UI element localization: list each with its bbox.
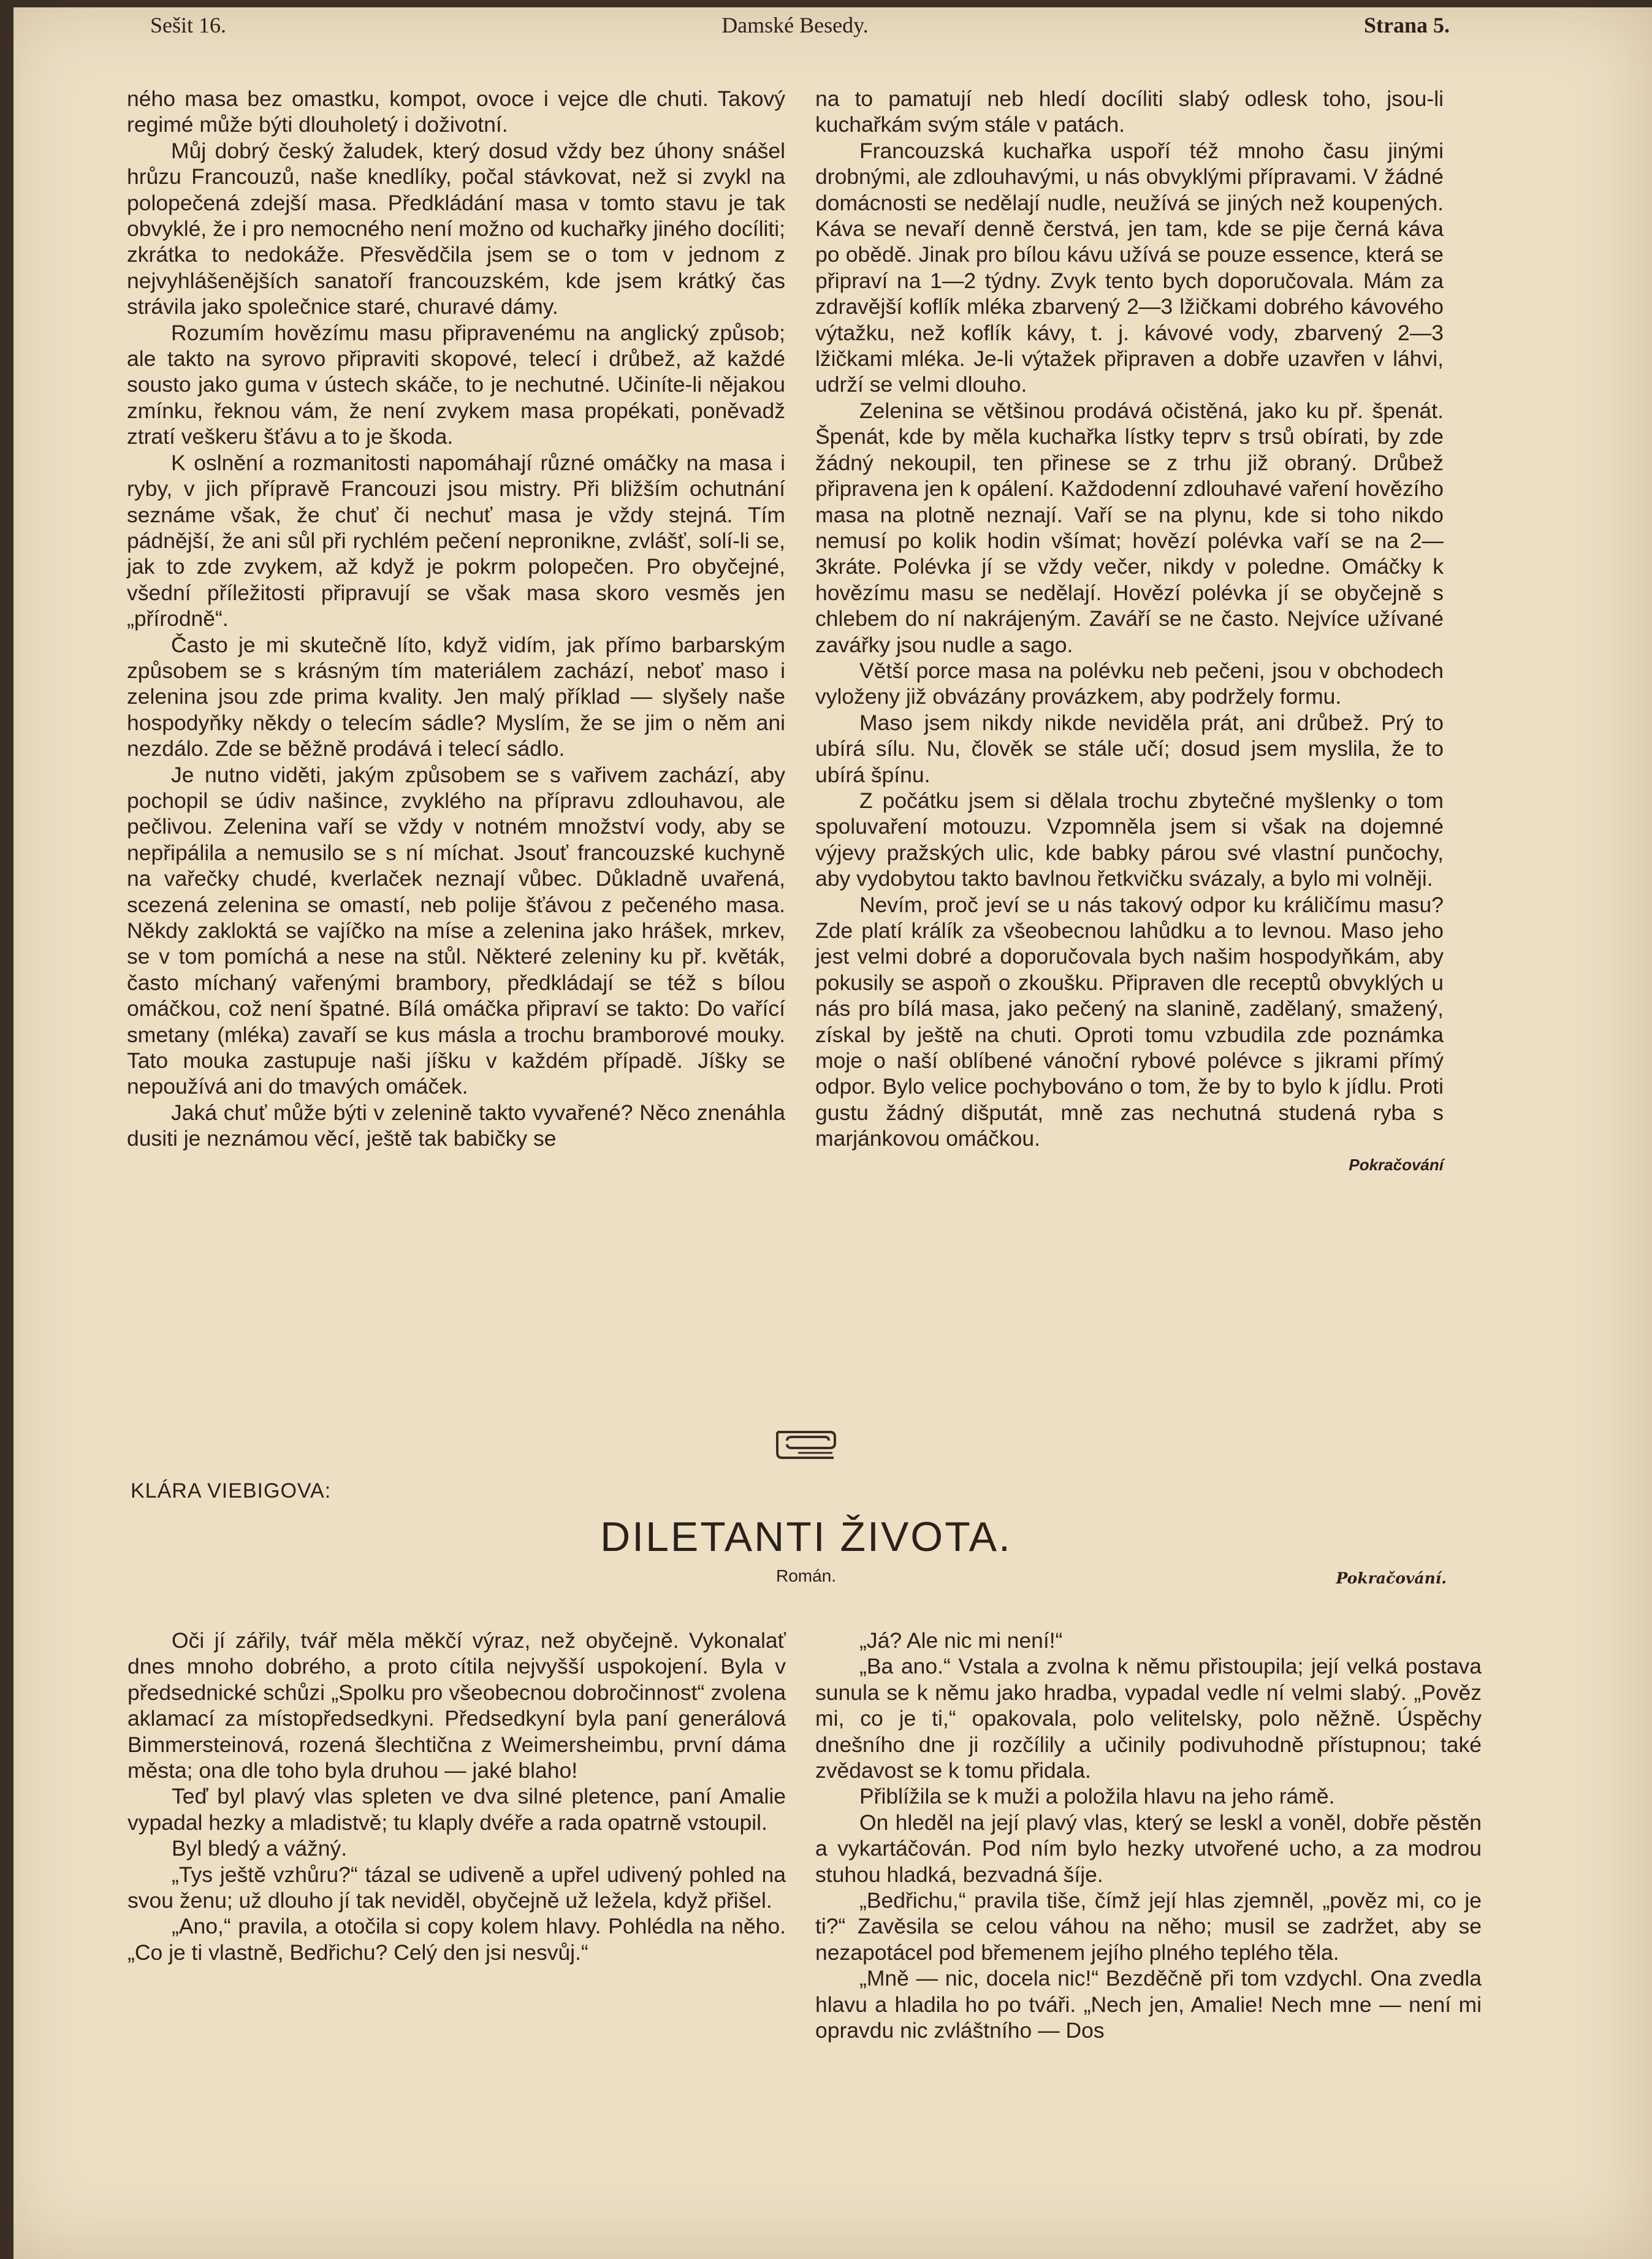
page-binding-edge: [0, 0, 13, 2259]
author-byline: KLÁRA VIEBIGOVA:: [131, 1479, 332, 1503]
article2-left-column: [128, 1628, 786, 1965]
article1-right-paragraph: Z počátku jsem si dělala trochu zbytečné myšlenky o tom spoluvaření motouzu. Vzpomněla jsem si však na dojemné výjevy pražských ulic, kde babky párou své vlastní punčochy, aby vydobytou takto bavlnou řetkvičku svázaly, a bylo mi volněji.: [815, 788, 1444, 891]
article1-continued-label: Pokračování: [1349, 1155, 1444, 1174]
article1-left-paragraph: Můj dobrý český žaludek, který dosud vždy bez úhony snášel hrůzu Francouzů, naše knedlíky, počal stávkovat, než si zvykl na polopečená zdejší masa. Předkládání masa v tomto stavu je tak obvyklé, že i pro nemocného není možno od kuchařky jiného docíliti; zkrátka to nedokáže. Přesvědčila jsem se o tom v jednom z nejvyhlášenějších sanatoří francouzském, kde jsem krátký čas strávila jako společnice staré, churavé dámy.: [127, 138, 785, 319]
article2-continued-label: Pokračování.: [1336, 1569, 1447, 1587]
article1-left-column: [127, 86, 785, 1152]
magazine-title: Damské Besedy.: [721, 13, 869, 37]
article1-left-paragraph: Je nutno viděti, jakým způsobem se s vařivem zachází, aby pochopil se údiv našince, zvyklého na přípravu zdlouhavou, ale pečlivou. Zelenina vaří se vždy v notném množství vody, aby se nepřipálila a nemusilo se s ní míchat. Jsouť francouzské kuchyně na vařečky chudé, kverlaček neznají vůbec. Důkladně uvařená, scezená zelenina se omastí, neb polije šťávou z pečeného masa. Někdy zakloktá se vajíčko na míse a zelenina jako hrášek, mrkev, se v tom pomíchá a nese na stůl. Některé zeleniny ku př. květák, často míchaný vařenými brambory, předkládají se též s bílou omáčkou, což není špatné. Bílá omáčka připraví se takto: Do vařící smetany (mléka) zavaří se kus másla a trochu bramborové mouky. Tato mouka zastupuje naši jíšku v každém případě. Jíšky se nepoužívá ani do tmavých omáček.: [127, 762, 785, 1099]
article2-left-paragraph: Oči jí zářily, tvář měla měkčí výraz, než obyčejně. Vykonalať dnes mnoho dobrého, a proto cítila nejvyšší uspokojení. Byla v předsednické schůzi „Spolku pro všeobecnou dobročinnost“ zvolena aklamací za místopředsedkyni. Předsedkyní byla paní generálová Bimmersteinová, rozená šlechtična z Weimersheimbu, první dáma města; ona dle toho byla druhou — jaké blaho!: [128, 1628, 786, 1783]
article1-left-paragraph: K oslnění a rozmanitosti napomáhají různé omáčky na masa i ryby, v jich přípravě Francouzi jsou mistry. Při bližším ochutnání seznáme však, že chuť či nechuť masa je vždy stejná. Tím pádnější, že ani sůl při rychlém pečení nepronikne, zvlášť, solí-li se, jak to zde zvykem, až když je pokrm polopečen. Pro obyčejné, všední příležitosti připravují se však masa skoro vesměs jen „přírodně“.: [127, 450, 785, 631]
novel-genre: Román.: [775, 1566, 837, 1585]
running-head: [150, 12, 1450, 43]
article2-left-paragraph: „Ano,“ pravila, a otočila si copy kolem hlavy. Pohlédla na něho. „Co je ti vlastně, Bedřichu? Celý den jsi nesvůj.“: [128, 1914, 786, 1965]
article1-right-paragraph: Větší porce masa na polévku neb pečeni, jsou v obchodech vyloženy již obvázány provázkem, aby podržely formu.: [815, 658, 1444, 709]
article1-right-paragraph: Nevím, proč jeví se u nás takový odpor ku králičímu masu? Zde platí králík za všeobecnou lahůdku a to levnou. Maso jeho jest velmi dobré a doporučovala bych našim hospodyňkám, aby pokusily se aspoň o zkoušku. Připraven dle receptů obvyklých u nás pro bílá masa, jako pečený na slanině, zadělaný, smažený, získal by ještě na chuti. Oproti tomu vzbudila zde poznámka moje o naší oblíbené vánoční rybové polévce s jikrami přímý odpor. Bylo velice pochybováno o tom, že by to bylo k jídlu. Proti gustu žádný dišputát, mně zas nechutná studená ryba s marjánkovou omáčkou.: [815, 892, 1444, 1151]
article2-left-paragraph: Teď byl plavý vlas spleten ve dva silné pletence, paní Amalie vypadal hezky a mladistvě; tu klaply dvéře a rada opatrně vstoupil.: [128, 1784, 786, 1835]
article1-right-column: [815, 86, 1444, 1178]
article2-left-paragraph: Byl bledý a vážný.: [172, 1836, 348, 1861]
article1-right-paragraph: Zelenina se většinou prodává očistěná, jako ku př. špenát. Špenát, kde by měla kuchařka lístky teprv s trsů obírati, by zde žádný nekoupil, ten přinese se z trhu již obraný. Drůbež připravena jen k opálení. Každodenní zdlouhavé vaření hovězího masa na plotně neznají. Vaří se na plynu, kde si toho nikdo nemusí po kolik hodin všímat; hovězí polévka vaří se na 2—3kráte. Polévka jí se vždy večer, nikdy v poledne. Omáčky k hovězímu masu se nedělají. Hovězí polévka jí se obyčejně s chlebem do ní nakrájeným. Zaváří se ne často. Nejvíce užívané zavářky jsou nudle a sago.: [815, 398, 1444, 657]
article2-left-paragraph: „Tys ještě vzhůru?“ tázal se udiveně a upřel udivený pohled na svou ženu; už dlouho jí tak neviděl, obyčejně už ležela, když přišel.: [128, 1862, 786, 1913]
article2-right-paragraph: „Bedřichu,“ pravila tiše, čímž její hlas zjemněl, „pověz mi, co je ti?“ Zavěsila se celou váhou na něho; musil se zadržet, aby se nezapotácel pod břemenem jejího plného teplého těla.: [815, 1888, 1482, 1965]
article2-right-paragraph: „Já? Ale nic mi není!“: [859, 1628, 1063, 1653]
article1-left-paragraph: ného masa bez omastku, kompot, ovoce i vejce dle chuti. Takový regimé může býti dlouholetý i doživotní.: [127, 86, 785, 137]
issue-number: Sešit 16.: [150, 13, 227, 37]
novel-title: DILETANTI ŽIVOTA.: [600, 1514, 1012, 1560]
article1-left-paragraph: Často je mi skutečně líto, když vidím, jak přímo barbarským způsobem se s krásným tím materiálem zachází, neboť maso i zelenina jsou zde prima kvality. Jen malý příklad — slyšely naše hospodyňky někdy o telecím sádle? Myslím, že se jim o něm ani nezdálo. Zde se běžně prodává i telecí sádlo.: [127, 632, 785, 761]
article1-left-paragraph: Jaká chuť může býti v zelenině takto vyvařené? Něco znenáhla dusiti je neznámou věcí, ještě tak babičky se: [127, 1100, 785, 1151]
article1-right-paragraph: Maso jsem nikdy nikde neviděla prát, ani drůbež. Prý to ubírá sílu. Nu, člověk se stále učí; dosud jsem myslila, že to ubírá špínu.: [815, 710, 1444, 787]
article2-right-column: [815, 1628, 1482, 2044]
article1-right-paragraph: na to pamatují neb hledí docíliti slabý odlesk toho, jsou-li kuchařkám svým stále v patách.: [815, 86, 1444, 137]
article2-right-paragraph: Přiblížila se k muži a položila hlavu na jeho rámě.: [859, 1784, 1335, 1809]
article1-right-paragraph: Francouzská kuchařka uspoří též mnoho času jinými drobnými, ale zdlouhavými, u nás obvyklými přípravami. V žádné domácnosti se nedělají nudle, neužívá se jiných než koupených. Káva se nevaří denně čerstvá, jen tam, kde se pije černá káva po obědě. Jinak pro bílou kávu užívá se pouze essence, která se připraví na 1—2 týdny. Zvyk tento bych doporučovala. Mám za zdravější koflík mléka zbarvený 2—3 lžičkami dobrého kávového výtažku, než koflík kávy, t. j. kávové vody, zbarvený 2—3 lžičkami mléka. Je-li výtažek připraven a dobře uzavřen v láhvi, udrží se velmi dlouho.: [815, 138, 1444, 397]
article2-right-paragraph: „Ba ano.“ Vstala a zvolna k němu přistoupila; její velká postava sunula se k němu jako hradba, vypadal vedle ní velmi slabý. „Pověz mi, co je ti,“ opakovala, polo velitelsky, polo něžně. Úspěchy dnešního dne ji rozčílily a učinily podivuhodně přístupnou; také zvědavost se k tomu přidala.: [815, 1654, 1482, 1783]
article2-right-paragraph: „Mně — nic, docela nic!“ Bezděčně při tom vzdychl. Ona zvedla hlavu a hladila ho po tváři. „Nech jen, Amalie! Nech mne — není mi opravdu nic zvláštního — Dos: [815, 1966, 1482, 2043]
page-number: Strana 5.: [1363, 13, 1450, 37]
article2-right-paragraph: On hleděl na její plavý vlas, který se leskl a voněl, dobře pěstěn a vykartáčován. Pod ním bylo hezky utvořené ucho, a za modrou stuhou hladká, bezvadná šíje.: [815, 1810, 1482, 1887]
article1-left-paragraph: Rozumím hovězímu masu připravenému na anglický způsob; ale takto na syrovo připraviti skopové, telecí i drůbež, až každé sousto jako guma v ústech skáče, to je nechutné. Učiníte-li nějakou zmínku, řeknou vám, že není zvykem masa propékati, poněvadž ztratí veškeru šťávu a to je škoda.: [127, 320, 785, 449]
scroll-ornament-icon: [774, 1426, 837, 1463]
page-top-edge: [0, 0, 1652, 7]
